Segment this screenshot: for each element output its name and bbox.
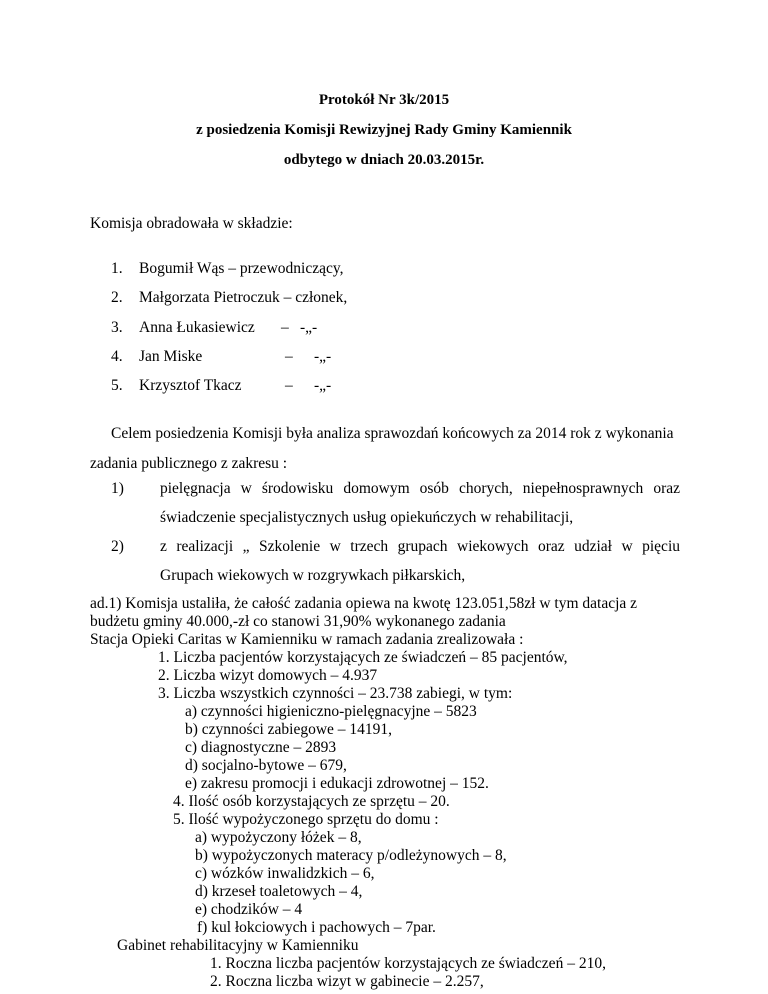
list-item: c) wózków inwalidzkich – 6, [195,865,375,882]
purpose-item-1-line-2: świadczenie specjalistycznych usług opiekuńczych w rehabilitacji, [160,509,574,526]
ad1-line-3: Stacja Opieki Caritas w Kamienniku w ramach zadania zrealizowała : [90,631,524,648]
ad1-line-2: budżetu gminy 40.000,-zł co stanowi 31,90% wykonanego zadania [90,613,506,630]
purpose-item-1-line-1: pielęgnacja w środowisku domowym osób chorych, niepełnosprawnych oraz [160,480,680,497]
list-item: 1. Liczba pacjentów korzystających ze świadczeń – 85 pacjentów, [158,649,568,666]
purpose-item-1-number: 1) [111,480,124,497]
list-item: 4. Ilość osób korzystających ze sprzętu – 20. [173,793,450,810]
list-item: d) socjalno-bytowe – 679, [185,757,347,774]
purpose-item-2-line-1: z realizacji „ Szkolenie w trzech grupach wiekowych oraz udział w pięciu [160,538,680,555]
rehab-clinic-heading: Gabinet rehabilitacyjny w Kamienniku [117,937,359,954]
purpose-line-1: Celem posiedzenia Komisji była analiza sprawozdań końcowych za 2014 rok z wykonania [111,425,674,442]
purpose-line-2: zadania publicznego z zakresu : [90,455,288,472]
list-item: c) diagnostyczne – 2893 [185,739,337,756]
list-item: 3. Liczba wszystkich czynności – 23.738 zabiegi, w tym: [158,685,513,702]
protocol-subtitle: z posiedzenia Komisji Rewizyjnej Rady Gminy Kamiennik [196,122,572,138]
list-item: 2. Roczna liczba wizyt w gabinecie – 2.257, [210,973,484,990]
list-item: e) zakresu promocji i edukacji zdrowotnej – 152. [185,775,489,792]
document-page: Protokół Nr 3k/2015 z posiedzenia Komisji Rewizyjnej Rady Gminy Kamiennik odbytego w dniach 20.03.2015r. Komisja obradowała w składzie: 1. Bogumił Wąs – przewodniczący, 2. Małgorzata Pietroczuk – członek, 3. Anna Łukasiewicz – -„- 4. Jan Miske – -„- 5. Krzysztof Tkacz – -„- Celem posiedzenia Komisji była analiza sprawozdań końcowych za 2014 rok z wykonania zadania publicznego z zakresu : 1) pielęgnacja w środowisku domowym osób chorych, niepełnosprawnych oraz świadczenie specjalistycznych usług opiekuńczych w rehabilitacji, 2) z realizacji „ Szkolenie w trzech grupach wiekowych oraz udział w pięciu Grupach wiekowych w rozgrywkach piłkarskich, ad.1) Komisja ustaliła, że całość zadania opiewa na kwotę 123.051,58zł w tym datacja z budżetu gminy 40.000,-zł co stanowi 31,90% wykonanego zadania Stacja Opieki Caritas w Kamienniku w ramach zadania zrealizowała : 1. Liczba pacjentów korzystających ze świadczeń – 85 pacjentów, 2. Liczba wizyt domowych – 4.937 3. Liczba wszystkich czynności – 23.738 zabiegi, w tym: a) czynności higieniczno-pielęgnacyjne – 5823 b) czynności zabiegowe – 14191, c) diagnostyczne – 2893 d) socjalno-bytowe – 679, e) zakresu promocji i edukacji zdrowotnej – 152. 4. Ilość osób korzystających ze sprzętu – 20. 5. Ilość wypożyczonego sprzętu do domu : a) wypożyczony łóżek – 8, b) wypożyczonych materacy p/odleżynowych – 8, c) wózków inwalidzkich – 6, d) krzeseł toaletowych – 4, e) chodzików – 4 f) kul łokciowych i pachowych – 7par. Gabinet rehabilitacyjny w Kamienniku 1. Roczna liczba pacjentów korzystających ze świadczeń – 210, 2. Roczna liczba wizyt w gabinecie – 2.257, [0,0,768,994]
list-item: 5. Ilość wypożyczonego sprzętu do domu : [173,811,439,828]
protocol-title: Protokół Nr 3k/2015 [318,92,450,108]
list-item: e) chodzików – 4 [195,901,303,918]
protocol-date: odbytego w dniach 20.03.2015r. [283,152,485,168]
composition-intro: Komisja obradowała w składzie: [90,215,293,232]
list-item: 1. Roczna liczba pacjentów korzystających ze świadczeń – 210, [210,955,606,972]
purpose-item-2-line-2: Grupach wiekowych w rozgrywkach piłkarskich, [160,567,466,584]
list-item: f) kul łokciowych i pachowych – 7par. [197,919,436,936]
list-item: b) czynności zabiegowe – 14191, [185,721,393,738]
list-item: a) czynności higieniczno-pielęgnacyjne – 5823 [185,703,477,720]
list-item: 2. Liczba wizyt domowych – 4.937 [158,667,378,684]
ad1-line-1: ad.1) Komisja ustaliła, że całość zadania opiewa na kwotę 123.051,58zł w tym datacja z [90,595,638,612]
list-item: a) wypożyczony łóżek – 8, [195,829,362,846]
list-item: b) wypożyczonych materacy p/odleżynowych – 8, [195,847,507,864]
purpose-item-2-number: 2) [111,538,124,555]
list-item: d) krzeseł toaletowych – 4, [195,883,363,900]
